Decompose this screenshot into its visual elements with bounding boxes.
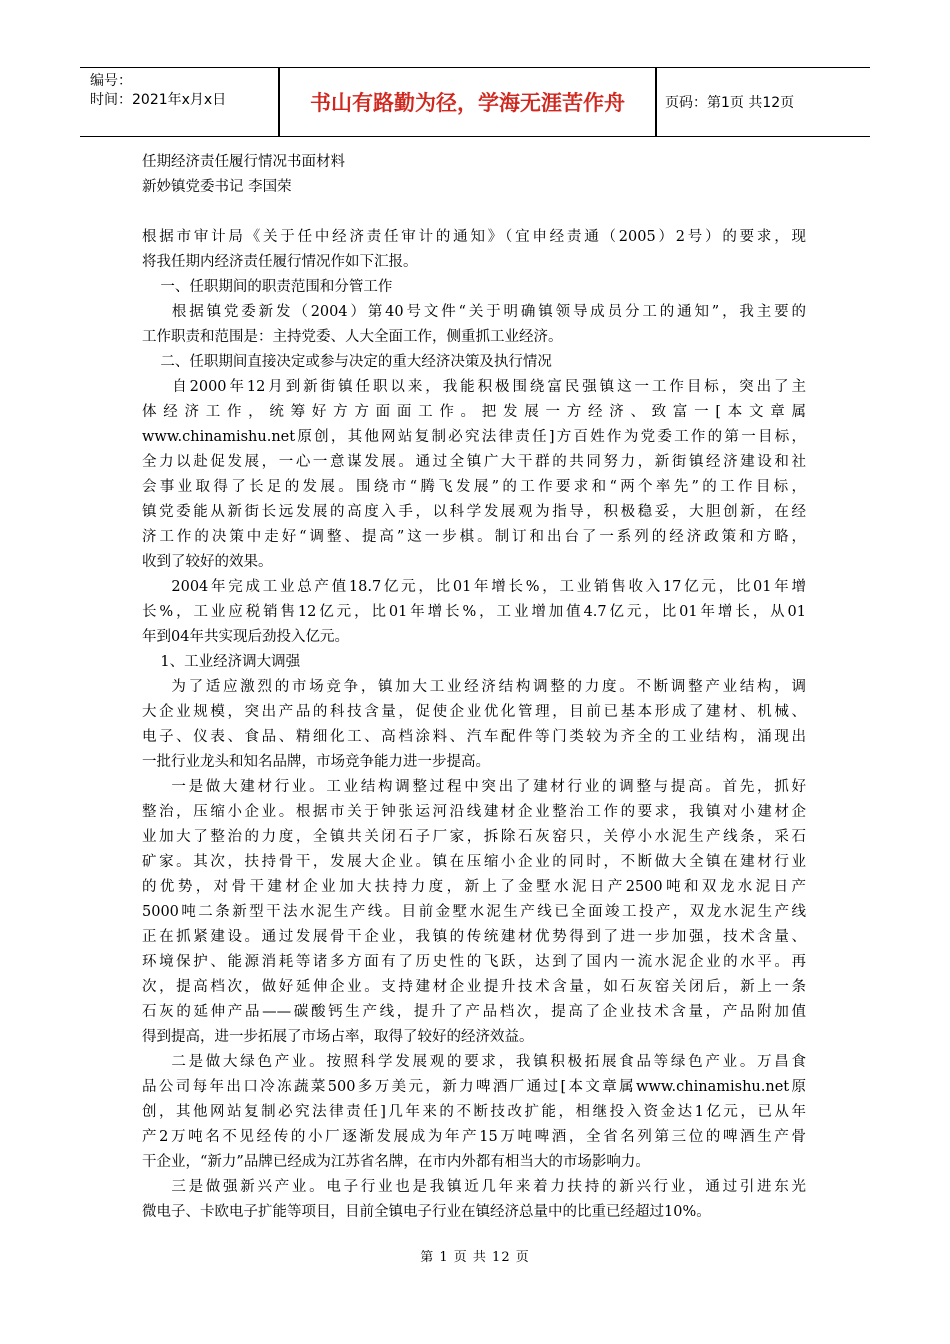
body-line: 电子、仪表、食品、精细化工、高档涂料、汽车配件等门类较为齐全的工业结构，涌现出 xyxy=(142,729,806,745)
document-body xyxy=(142,150,806,1225)
body-line: 一、任职期间的职责范围和分管工作 xyxy=(142,279,393,295)
body-line: 收到了较好的效果。 xyxy=(142,554,273,570)
body-line: 环境保护、能源消耗等诸多方面有了历史性的飞跃，达到了国内一流水泥企业的水平。再 xyxy=(142,954,806,970)
body-line: 干企业，“新力”品牌已经成为江苏省名牌，在市内外都有相当大的市场影响力。 xyxy=(142,1154,650,1170)
spacer xyxy=(142,200,806,225)
body-line: 根据市审计局《关于任中经济责任审计的通知》（宜申经责通（2005）2号）的要求，现 xyxy=(142,229,806,245)
body-line: 年到04年共实现后劲投入亿元。 xyxy=(142,629,349,645)
body-line: 2004年完成工业总产值18.7亿元，比01年增长%，工业销售收入17亿元，比01年增 xyxy=(142,579,806,595)
body-line: 工作职责和范围是：主持党委、人大全面工作，侧重抓工业经济。 xyxy=(142,329,563,345)
doc-author: 新妙镇党委书记 李国荣 xyxy=(142,179,292,195)
header-motto: 书山有路勤为径，学海无涯苦作舟 xyxy=(310,91,625,115)
body-text xyxy=(142,225,806,1225)
body-line: 全力以赴促发展，一心一意谋发展。通过全镇广大干群的共同努力，新街镇经济建设和社 xyxy=(142,454,806,470)
body-line: 长%，工业应税销售12亿元，比01年增长%，工业增加值4.7亿元，比01年增长，从01 xyxy=(142,604,806,620)
body-line: 1、工业经济调大调强 xyxy=(142,654,301,670)
body-line: 济工作的决策中走好“调整、提高”这一步棋。制订和出台了一系列的经济政策和方略， xyxy=(142,529,806,545)
body-line: 正在抓紧建设。通过发展骨干企业，我镇的传统建材优势得到了进一步加强，技术含量、 xyxy=(142,929,806,945)
body-line: 品公司每年出口冷冻蔬菜500多万美元，新力啤酒厂通过[本文章属www.chinamishu.net原 xyxy=(142,1079,806,1095)
doc-time-label: 时间：2021年x月x日 xyxy=(90,92,227,108)
body-line: 三是做强新兴产业。电子行业也是我镇近几年来着力扶持的新兴行业，通过引进东光 xyxy=(142,1179,806,1195)
body-line: 创，其他网站复制必究法律责任]几年来的不断技改扩能，相继投入资金达1亿元，已从年 xyxy=(142,1104,806,1120)
body-line: 的优势，对骨干建材企业加大扶持力度，新上了金墅水泥日产2500吨和双龙水泥日产 xyxy=(142,879,806,895)
body-line: 二是做大绿色产业。按照科学发展观的要求，我镇积极拓展食品等绿色产业。万昌食 xyxy=(142,1054,806,1070)
body-line: 产2万吨名不见经传的小厂逐渐发展成为年产15万吨啤酒，全省名列第三位的啤酒生产骨 xyxy=(142,1129,806,1145)
body-line: 将我任期内经济责任履行情况作如下汇报。 xyxy=(142,254,418,270)
body-line: 自2000年12月到新街镇任职以来，我能积极围绕富民强镇这一工作目标，突出了主 xyxy=(142,379,806,395)
body-line: 体经济工作，统筹好方方面面工作。把发展一方经济、致富一[本文章属 xyxy=(142,404,806,420)
body-line: 矿家。其次，扶持骨干，发展大企业。镇在压缩小企业的同时，不断做大全镇在建材行业 xyxy=(142,854,806,870)
body-line: 次，提高档次，做好延伸企业。支持建材企业提升技术含量，如石灰窑关闭后，新上一条 xyxy=(142,979,806,995)
body-line: 微电子、卡欧电子扩能等项目，目前全镇电子行业在镇经济总量中的比重已经超过10%。 xyxy=(142,1204,711,1220)
body-line: 镇党委能从新街长远发展的高度入手，以科学发展观为指导，积极稳妥，大胆创新，在经 xyxy=(142,504,806,520)
body-line: 石灰的延伸产品——碳酸钙生产线，提升了产品档次，提高了企业技术含量，产品附加值 xyxy=(142,1004,806,1020)
page-header xyxy=(80,67,870,137)
body-line: 一批行业龙头和知名品牌，市场竞争能力进一步提高。 xyxy=(142,754,490,770)
header-page-info: 页码：第1页 共12页 xyxy=(665,95,795,111)
body-line: 二、任职期间直接决定或参与决定的重大经济决策及执行情况 xyxy=(142,354,552,370)
body-line: 大企业规模，突出产品的科技含量，促使企业优化管理，目前已基本形成了建材、机械、 xyxy=(142,704,806,720)
body-line: 得到提高，进一步拓展了市场占率，取得了较好的经济效益。 xyxy=(142,1029,534,1045)
body-line: www.chinamishu.net原创，其他网站复制必究法律责任]方百姓作为党委工作的第一目标， xyxy=(142,429,806,445)
doc-title: 任期经济责任履行情况书面材料 xyxy=(142,154,345,170)
body-line: 业加大了整治的力度，全镇共关闭石子厂家，拆除石灰窑只，关停小水泥生产线条，采石 xyxy=(142,829,806,845)
body-line: 根据镇党委新发（2004）第40号文件“关于明确镇领导成员分工的通知”，我主要的 xyxy=(142,304,806,320)
header-divider xyxy=(655,68,657,136)
doc-number-label: 编号： xyxy=(90,73,132,89)
body-line: 为了适应激烈的市场竞争，镇加大工业经济结构调整的力度。不断调整产业结构，调 xyxy=(142,679,806,695)
body-line: 一是做大建材行业。工业结构调整过程中突出了建材行业的调整与提高。首先，抓好 xyxy=(142,779,806,795)
header-meta xyxy=(90,72,278,110)
body-line: 整治，压缩小企业。根据市关于钟张运河沿线建材企业整治工作的要求，我镇对小建材企 xyxy=(142,804,806,820)
body-line: 会事业取得了长足的发展。围绕市“腾飞发展”的工作要求和“两个率先”的工作目标， xyxy=(142,479,806,495)
body-line: 5000吨二条新型干法水泥生产线。目前金墅水泥生产线已全面竣工投产，双龙水泥生产线 xyxy=(142,904,806,920)
page-footer: 第 1 页 共 12 页 xyxy=(420,1250,530,1265)
